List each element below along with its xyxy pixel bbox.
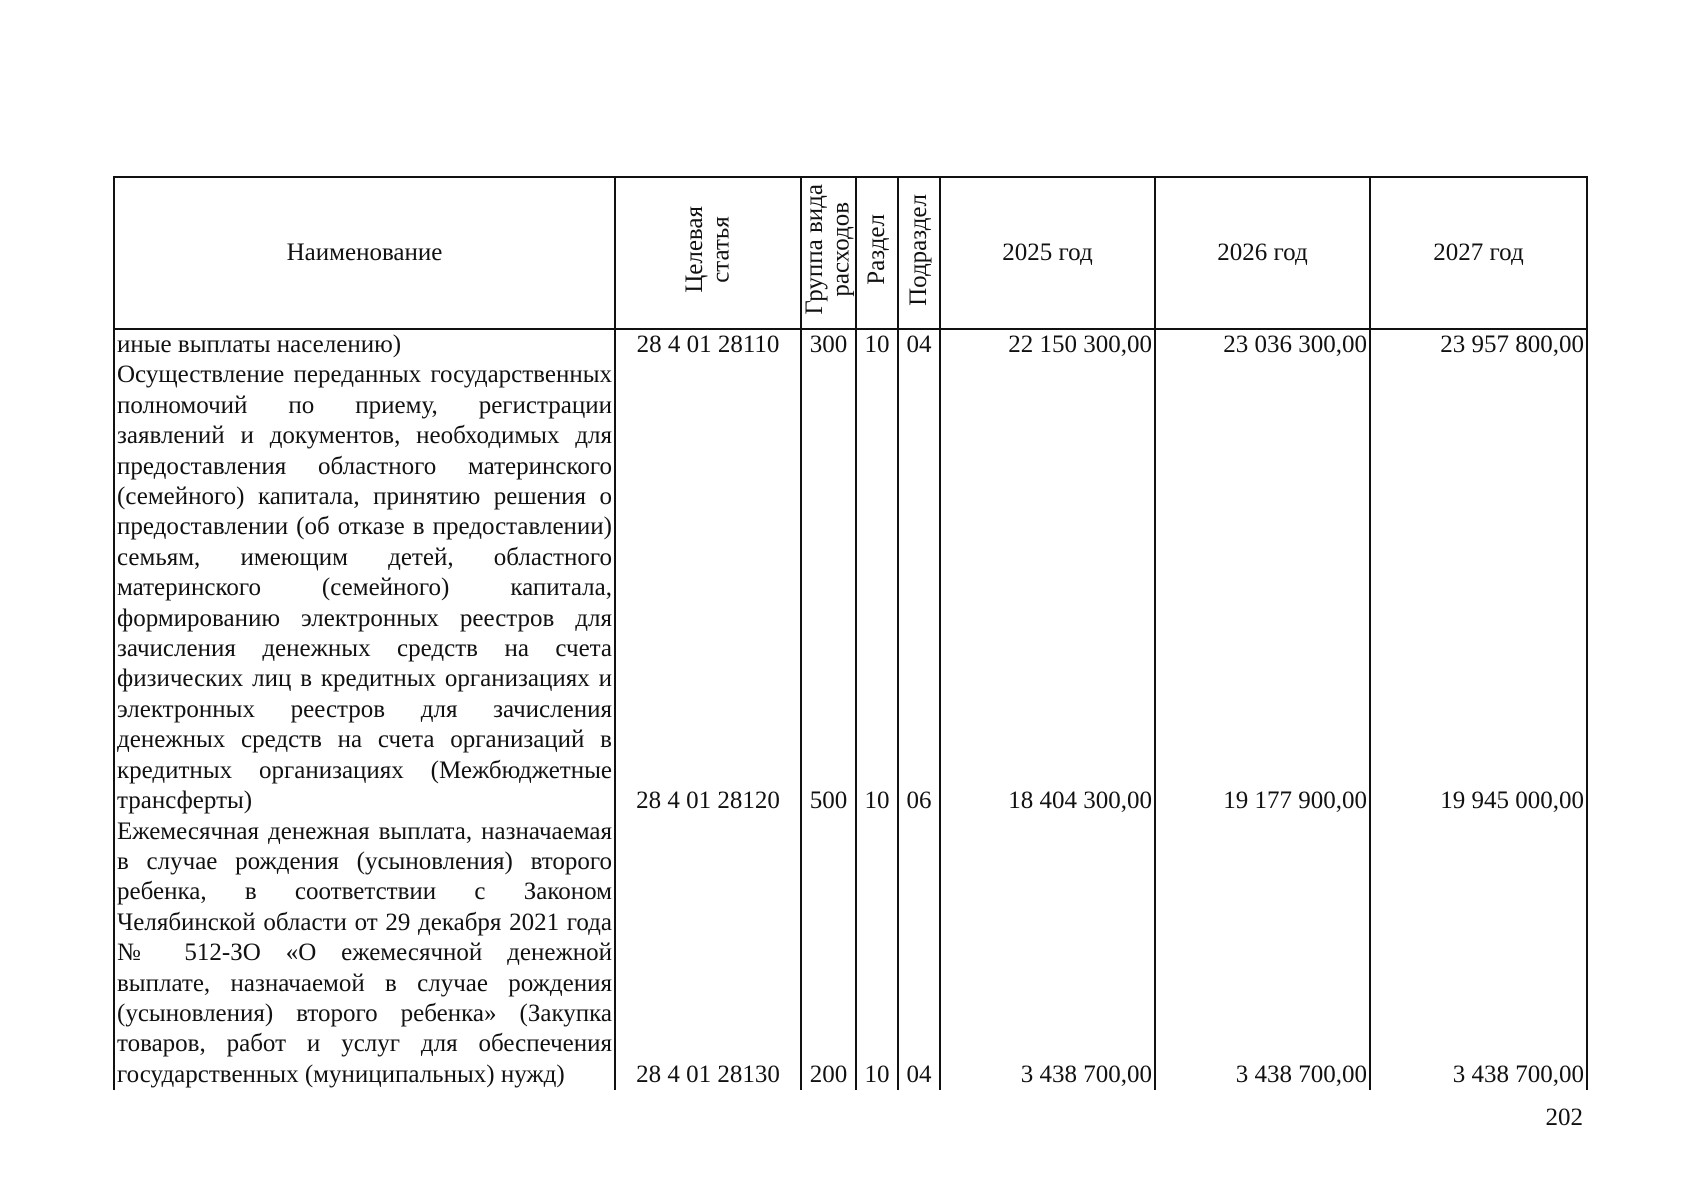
row-name: иные выплаты населению) bbox=[114, 329, 615, 360]
header-expense-group: Группа вида расходов bbox=[801, 177, 856, 329]
row-target-article: 28 4 01 28120 bbox=[615, 360, 801, 816]
table-row bbox=[114, 360, 1587, 816]
header-subsection: Подраздел bbox=[898, 177, 940, 329]
row-expense-group: 300 bbox=[801, 329, 856, 360]
header-2026: 2026 год bbox=[1155, 177, 1370, 329]
row-expense-group: 500 bbox=[801, 360, 856, 816]
row-subsection: 06 bbox=[898, 360, 940, 816]
header-2025: 2025 год bbox=[940, 177, 1155, 329]
row-amount-2026: 23 036 300,00 bbox=[1155, 329, 1370, 360]
row-section: 10 bbox=[856, 817, 898, 1091]
header-section: Раздел bbox=[856, 177, 898, 329]
table-row bbox=[114, 817, 1587, 1091]
row-amount-2025: 3 438 700,00 bbox=[940, 817, 1155, 1091]
header-name: Наименование bbox=[114, 177, 615, 329]
row-target-article: 28 4 01 28110 bbox=[615, 329, 801, 360]
row-expense-group: 200 bbox=[801, 817, 856, 1091]
row-subsection: 04 bbox=[898, 817, 940, 1091]
row-section: 10 bbox=[856, 360, 898, 816]
table-row bbox=[114, 329, 1587, 360]
row-section: 10 bbox=[856, 329, 898, 360]
row-amount-2026: 3 438 700,00 bbox=[1155, 817, 1370, 1091]
row-amount-2027: 3 438 700,00 bbox=[1370, 817, 1587, 1091]
header-target-article: Целевая статья bbox=[615, 177, 801, 329]
row-amount-2027: 23 957 800,00 bbox=[1370, 329, 1587, 360]
row-target-article: 28 4 01 28130 bbox=[615, 817, 801, 1091]
row-subsection: 04 bbox=[898, 329, 940, 360]
table-header-row bbox=[114, 177, 1587, 329]
row-name: Ежемесячная денежная выплата, назначаемая в случае рождения (усыновления) второго ребенка, в соответствии с Законом Челябинской области от 29 декабря 2021 года № 512-ЗО «О ежемесячной денежной выплате, назначаемой в случае рождения (усыновления) второго ребенка» (Закупка товаров, работ и услуг для обеспечения государственных (муниципальных) нужд) bbox=[114, 817, 615, 1091]
page-number: 202 bbox=[1545, 1104, 1583, 1131]
row-amount-2025: 18 404 300,00 bbox=[940, 360, 1155, 816]
row-amount-2027: 19 945 000,00 bbox=[1370, 360, 1587, 816]
row-name: Осуществление переданных государственных полномочий по приему, регистрации заявлений и документов, необходимых для предоставления областного материнского (семейного) капитала, принятию решения о предоставлении (об отказе в предоставлении) семьям, имеющим детей, областного материнского (семейного) капитала, формированию электронных реестров для зачисления денежных средств на счета физических лиц в кредитных организациях и электронных реестров для зачисления денежных средств на счета организаций в кредитных организациях (Межбюджетные трансферты) bbox=[114, 360, 615, 816]
budget-table bbox=[113, 176, 1588, 1090]
header-2027: 2027 год bbox=[1370, 177, 1587, 329]
row-amount-2025: 22 150 300,00 bbox=[940, 329, 1155, 360]
row-amount-2026: 19 177 900,00 bbox=[1155, 360, 1370, 816]
